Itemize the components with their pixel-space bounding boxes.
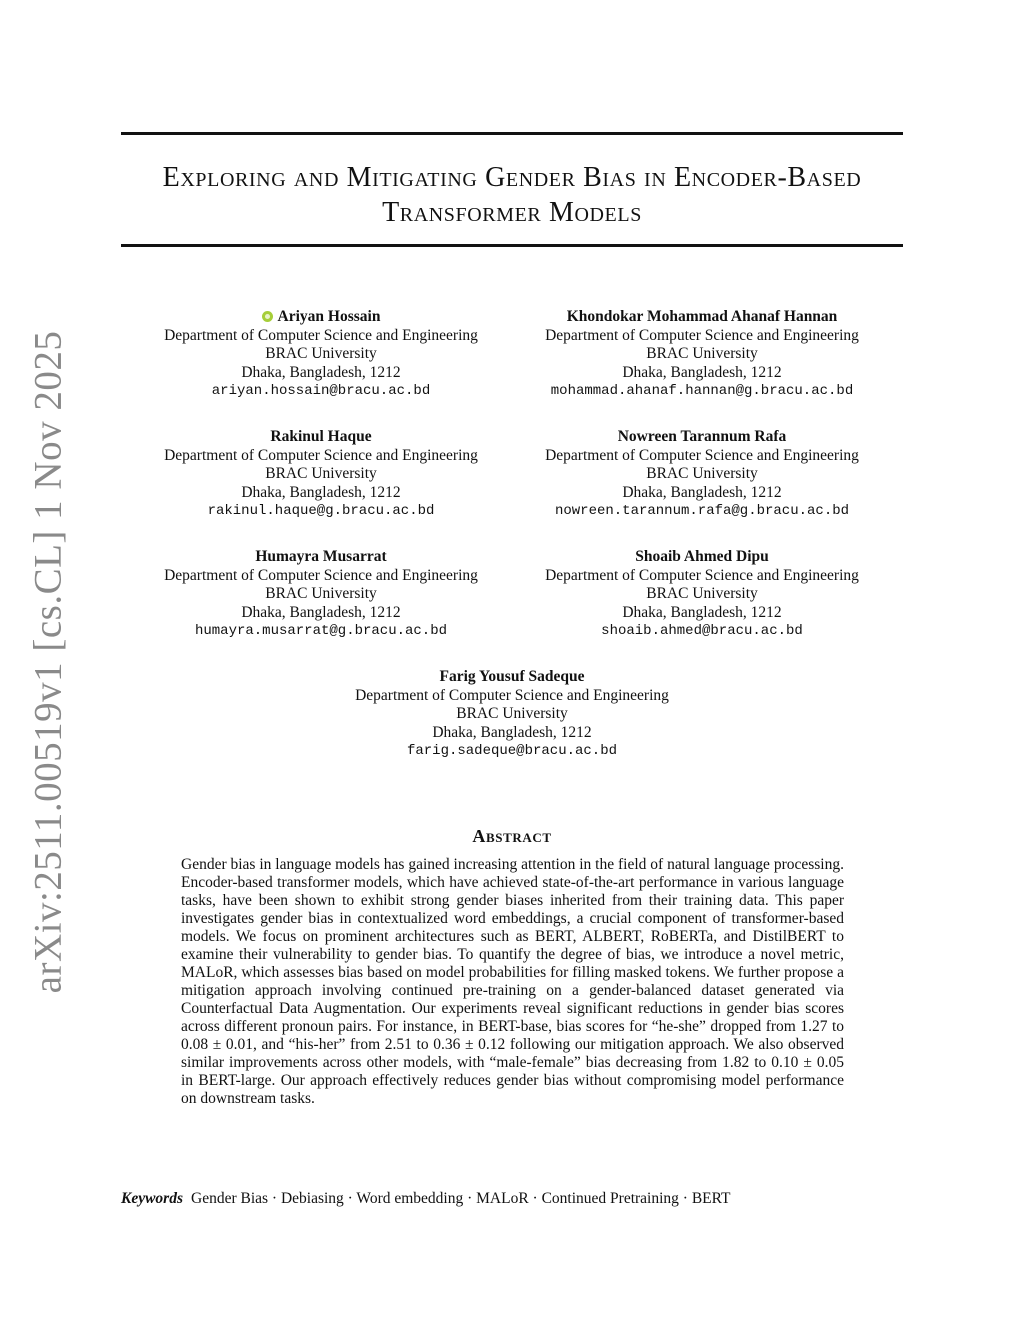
- author-address: Dhaka, Bangladesh, 1212: [622, 483, 782, 501]
- author-department: Department of Computer Science and Engineering: [545, 446, 859, 464]
- author-name: Rakinul Haque: [270, 428, 372, 445]
- author-email[interactable]: ariyan.hossain@bracu.ac.bd: [211, 383, 431, 399]
- author-address: Dhaka, Bangladesh, 1212: [241, 363, 401, 381]
- author-email[interactable]: rakinul.haque@g.bracu.ac.bd: [207, 503, 435, 519]
- author-address: Dhaka, Bangladesh, 1212: [622, 363, 782, 381]
- author-university: BRAC University: [265, 345, 377, 362]
- author-university: BRAC University: [646, 465, 758, 482]
- author-address: Dhaka, Bangladesh, 1212: [432, 723, 592, 741]
- paper-title: Exploring and Mitigating Gender Bias in Encoder-Based Transformer Models: [162, 162, 862, 228]
- author-address: Dhaka, Bangladesh, 1212: [241, 603, 401, 621]
- author-name: Farig Yousuf Sadeque: [439, 668, 585, 685]
- author-address: Dhaka, Bangladesh, 1212: [622, 603, 782, 621]
- author-block-haque: [131, 428, 511, 521]
- author-email[interactable]: mohammad.ahanaf.hannan@g.bracu.ac.bd: [550, 383, 854, 399]
- author-email[interactable]: humayra.musarrat@g.bracu.ac.bd: [194, 623, 448, 639]
- title-top-rule: [121, 132, 903, 135]
- author-name: Khondokar Mohammad Ahanaf Hannan: [566, 308, 838, 325]
- keywords-list: Gender Bias · Debiasing · Word embedding · MALoR · Continued Pretraining · BERT: [191, 1190, 731, 1207]
- author-university: BRAC University: [646, 585, 758, 602]
- author-department: Department of Computer Science and Engineering: [545, 566, 859, 584]
- author-department: Department of Computer Science and Engineering: [355, 686, 669, 704]
- author-email[interactable]: shoaib.ahmed@bracu.ac.bd: [601, 623, 803, 639]
- author-department: Department of Computer Science and Engineering: [545, 326, 859, 344]
- abstract-text: Gender bias in language models has gained increasing attention in the field of natural language processing. Encoder-based transformer models, which have achieved state-of-the-art performance in various language tasks, have been shown to exhibit strong gender biases inherited from their training data. This paper investigates gender bias in contextualized word embeddings, a crucial component of transformer-based models. We focus on prominent architectures such as BERT, ALBERT, RoBERTa, and DistilBERT to examine their vulnerability to gender bias. To quantify the degree of bias, we introduce a novel metric, MALoR, which assesses bias based on model probabilities for filling masked tokens. We further propose a mitigation approach involving continued pre-training on a gender-balanced dataset generated via Counterfactual Data Augmentation. Our experiments reveal significant reductions in gender bias scores across different pronoun pairs. For instance, in BERT-base, bias scores for “he-she” dropped from 1.27 to 0.08 ± 0.01, and “his-her” from 2.51 to 0.36 ± 0.12 following our mitigation approach. We also observed similar improvements across other models, with “male-female” bias decreasing from 1.82 to 0.10 ± 0.05 in BERT-large. Our approach effectively reduces gender bias without compromising model performance on downstream tasks.: [181, 856, 844, 1107]
- author-name: Nowreen Tarannum Rafa: [617, 428, 787, 445]
- author-name: Shoaib Ahmed Dipu: [635, 548, 769, 565]
- title-bottom-rule: [121, 244, 903, 247]
- keywords-line: [121, 1190, 731, 1208]
- author-block-sadeque: [322, 668, 702, 761]
- author-block-musarrat: [131, 548, 511, 641]
- author-department: Department of Computer Science and Engineering: [164, 446, 478, 464]
- author-department: Department of Computer Science and Engineering: [164, 566, 478, 584]
- author-department: Department of Computer Science and Engineering: [164, 326, 478, 344]
- orcid-icon[interactable]: [262, 311, 273, 322]
- author-university: BRAC University: [456, 705, 568, 722]
- author-university: BRAC University: [265, 585, 377, 602]
- author-name: Ariyan Hossain: [131, 308, 511, 327]
- author-university: BRAC University: [265, 465, 377, 482]
- author-university: BRAC University: [646, 345, 758, 362]
- author-block-rafa: [512, 428, 892, 521]
- author-block-hannan: [512, 308, 892, 401]
- author-block-hossain: [131, 308, 511, 401]
- author-email[interactable]: nowreen.tarannum.rafa@g.bracu.ac.bd: [554, 503, 850, 519]
- author-address: Dhaka, Bangladesh, 1212: [241, 483, 401, 501]
- author-name: Humayra Musarrat: [255, 548, 387, 565]
- author-block-dipu: [512, 548, 892, 641]
- keywords-label: Keywords: [121, 1190, 183, 1207]
- arxiv-identifier: arXiv:2511.00519v1 [cs.CL] 1 Nov 2025: [26, 330, 70, 994]
- author-email[interactable]: farig.sadeque@bracu.ac.bd: [406, 743, 618, 759]
- abstract-heading: Abstract: [472, 826, 552, 846]
